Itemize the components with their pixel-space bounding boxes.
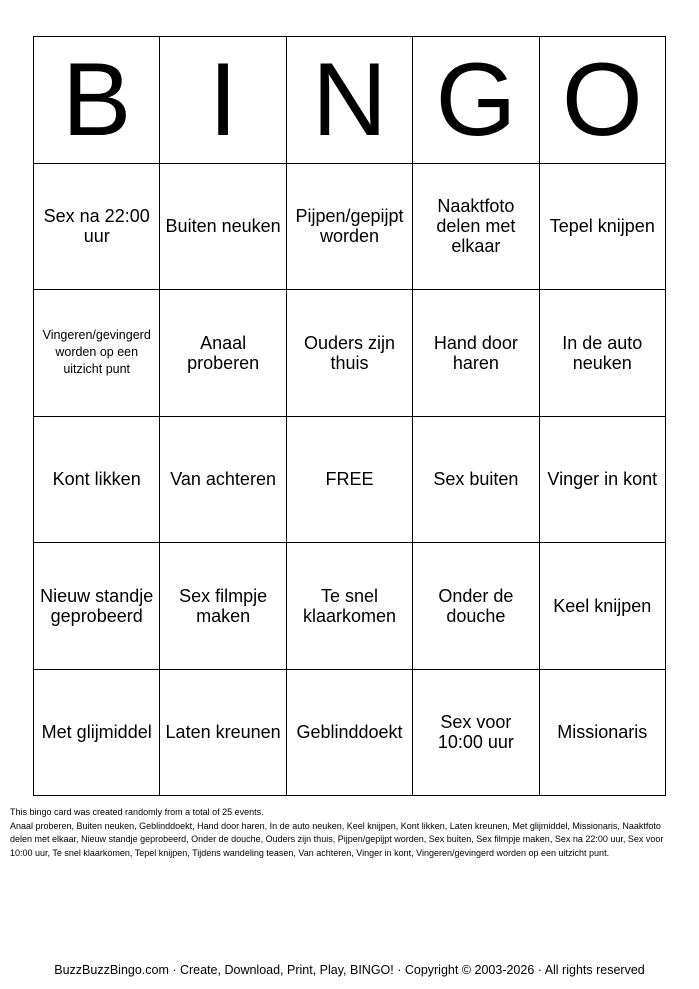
bingo-cell: Nieuw standje geprobeerd — [34, 543, 160, 670]
free-space-cell: FREE — [287, 417, 413, 544]
header-letter-g: G — [413, 37, 539, 164]
copyright-line: BuzzBuzzBingo.com · Create, Download, Print, Play, BINGO! · Copyright © 2003-2026 · All rights reserved — [54, 963, 645, 977]
bingo-cell: Sex buiten — [413, 417, 539, 544]
bingo-cell: In de auto neuken — [540, 290, 666, 417]
bingo-cell: Pijpen/gepijpt worden — [287, 164, 413, 291]
bingo-cell: Tepel knijpen — [540, 164, 666, 291]
bingo-cell: Geblinddoekt — [287, 670, 413, 797]
bingo-cell: Anaal proberen — [160, 290, 286, 417]
header-letter-b: B — [34, 37, 160, 164]
bingo-cell: Ouders zijn thuis — [287, 290, 413, 417]
bingo-cell: Sex filmpje maken — [160, 543, 286, 670]
bingo-cell: Kont likken — [34, 417, 160, 544]
bingo-cell: Missionaris — [540, 670, 666, 797]
header-letter-i: I — [160, 37, 286, 164]
bingo-card — [33, 36, 666, 796]
bingo-cell: Onder de douche — [413, 543, 539, 670]
bingo-cell: Naaktfoto delen met elkaar — [413, 164, 539, 291]
bingo-cell: Hand door haren — [413, 290, 539, 417]
bingo-cell: Vinger in kont — [540, 417, 666, 544]
bingo-cell: Buiten neuken — [160, 164, 286, 291]
bingo-cell: Met glijmiddel — [34, 670, 160, 797]
description-intro: This bingo card was created randomly from a total of 25 events. — [10, 807, 264, 817]
header-letter-o: O — [540, 37, 666, 164]
bingo-cell: Laten kreunen — [160, 670, 286, 797]
bingo-cell: Sex na 22:00 uur — [34, 164, 160, 291]
bingo-cell: Van achteren — [160, 417, 286, 544]
bingo-cell: Vingeren/gevingerd worden op een uitzicht punt — [34, 290, 160, 417]
bingo-cell: Keel knijpen — [540, 543, 666, 670]
header-letter-n: N — [287, 37, 413, 164]
bingo-cell: Te snel klaarkomen — [287, 543, 413, 670]
card-description — [10, 806, 682, 860]
event-list: Anaal proberen, Buiten neuken, Geblinddoekt, Hand door haren, In de auto neuken, Keel knijpen, Kont likken, Laten kreunen, Met glijmiddel, Missionaris, Naaktfoto delen met elkaar, Nieuw standje geprobeerd, Onder de douche, Ouders zijn thuis, Pijpen/gepijpt worden, Sex buiten, Sex filmpje maken, Sex na 22:00 uur, Sex voor 10:00 uur, Te snel klaarkomen, Tepel knijpen, Tijdens wandeling teasen, Van achteren, Vinger in kont, Vingeren/gevingerd worden op een uitzicht punt. — [10, 820, 664, 858]
bingo-cell: Sex voor 10:00 uur — [413, 670, 539, 797]
